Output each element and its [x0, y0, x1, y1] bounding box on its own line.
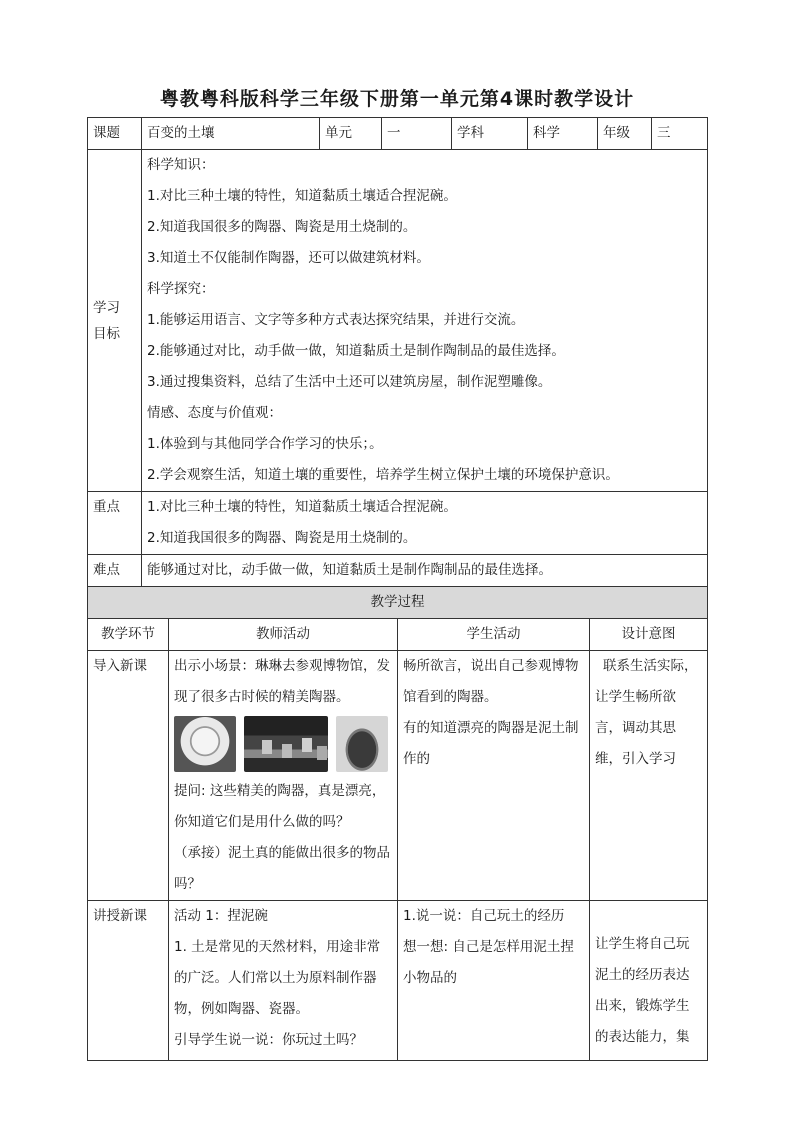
- teacher-cell: [169, 651, 398, 901]
- process-row-intro: [88, 651, 708, 901]
- goals-content: [142, 150, 708, 492]
- grade-label: 年级: [598, 118, 652, 150]
- info-table: [87, 117, 708, 587]
- goal-line: 1.体验到与其他同学合作学习的快乐；。: [147, 436, 383, 452]
- goal-line: 2.学会观察生活，知道土壤的重要性，培养学生树立保护土壤的环境保护意识。: [147, 467, 619, 483]
- goals-label-line: 学习: [93, 299, 120, 316]
- col-student: 学生活动: [398, 619, 590, 651]
- goal-line: 2.能够通过对比，动手做一做，知道黏质土是制作陶制品的最佳选择。: [147, 343, 565, 359]
- goal-line: 3.通过搜集资料，总结了生活中土还可以建筑房屋，制作泥塑雕像。: [147, 374, 552, 390]
- col-intent: 设计意图: [590, 619, 708, 651]
- goal-line: 科学探究：: [147, 281, 215, 297]
- student-text: 有的知道漂亮的陶器是泥土制作的: [403, 720, 579, 767]
- goal-line: 1.能够运用语言、文字等多种方式表达探究结果，并进行交流。: [147, 312, 525, 328]
- process-heading-row: [88, 587, 708, 619]
- key-points-row: [88, 492, 708, 555]
- difficulty-row: [88, 555, 708, 587]
- process-row-new: [88, 901, 708, 1061]
- student-cell: [398, 651, 590, 901]
- student-text: 畅所欲言，说出自己参观博物馆看到的陶器。: [403, 658, 579, 705]
- page-title: 粤教粤科版科学三年级下册第一单元第4课时教学设计: [159, 88, 635, 110]
- unit-value: 一: [382, 118, 452, 150]
- subject-label: 学科: [452, 118, 528, 150]
- process-columns-row: [88, 619, 708, 651]
- goals-row: [88, 150, 708, 492]
- key-point-line: 1.对比三种土壤的特性，知道黏质土壤适合捏泥碗。: [147, 499, 457, 515]
- goal-line: 3.知道土不仅能制作陶器，还可以做建筑材料。: [147, 250, 430, 266]
- key-points-content: [142, 492, 708, 555]
- goal-line: 情感、态度与价值观：: [147, 405, 282, 421]
- teacher-text: 引导学生说一说：你玩过土吗？: [174, 1032, 363, 1048]
- grade-value: 三: [652, 118, 708, 150]
- unit-label: 单元: [320, 118, 382, 150]
- intent-text: 让学生将自己玩泥土的经历表达出来，锻炼学生的表达能力，集: [595, 936, 690, 1045]
- stage-cell: 讲授新课: [88, 901, 169, 1061]
- difficulty-label: 难点: [88, 555, 142, 587]
- difficulty-content: 能够通过对比，动手做一做，知道黏质土是制作陶制品的最佳选择。: [142, 555, 708, 587]
- stage-cell: 导入新课: [88, 651, 169, 901]
- topic-label: 课题: [88, 118, 142, 150]
- goal-line: 科学知识：: [147, 157, 215, 173]
- key-points-label: 重点: [88, 492, 142, 555]
- header-row: [88, 118, 708, 150]
- goal-line: 1.对比三种土壤的特性，知道黏质土壤适合捏泥碗。: [147, 188, 457, 204]
- teacher-cell: [169, 901, 398, 1061]
- col-teacher: 教师活动: [169, 619, 398, 651]
- pottery-jar-image: [174, 716, 236, 772]
- goal-line: 2.知道我国很多的陶器、陶瓷是用土烧制的。: [147, 219, 417, 235]
- teacher-text: 提问: 这些精美的陶器，真是漂亮，你知道它们是用什么做的吗？: [174, 783, 386, 830]
- teacher-text: 出示小场景：琳琳去参观博物馆，发现了很多古时候的精美陶器。: [174, 658, 390, 705]
- intent-cell: [590, 901, 708, 1061]
- museum-display-image: [244, 716, 328, 772]
- student-cell: [398, 901, 590, 1061]
- intent-cell: [590, 651, 708, 901]
- pottery-photos: [174, 713, 392, 776]
- intent-text: 联系生活实际，让学生畅所欲言，调动其思维，引入学习: [595, 658, 698, 767]
- student-text: 1.说一说：自己玩土的经历: [403, 908, 565, 924]
- goals-label: [88, 150, 142, 492]
- process-heading: 教学过程: [88, 587, 708, 619]
- teacher-text: （承接）泥土真的能做出很多的物品吗？: [174, 845, 390, 892]
- col-stage: 教学环节: [88, 619, 169, 651]
- teacher-text: 活动 1：捏泥碗: [174, 908, 268, 924]
- pottery-vase-image: [336, 716, 388, 772]
- key-point-line: 2.知道我国很多的陶器、陶瓷是用土烧制的。: [147, 530, 417, 546]
- goals-label-line: 目标: [93, 325, 120, 342]
- process-table: [87, 586, 708, 1061]
- student-text: 想一想: 自己是怎样用泥土捏小物品的: [403, 939, 574, 986]
- topic-value: 百变的土壤: [142, 118, 320, 150]
- subject-value: 科学: [528, 118, 598, 150]
- teacher-text: 1. 土是常见的天然材料，用途非常的广泛。人们常以土为原料制作器物，例如陶器、瓷器。: [174, 939, 381, 1017]
